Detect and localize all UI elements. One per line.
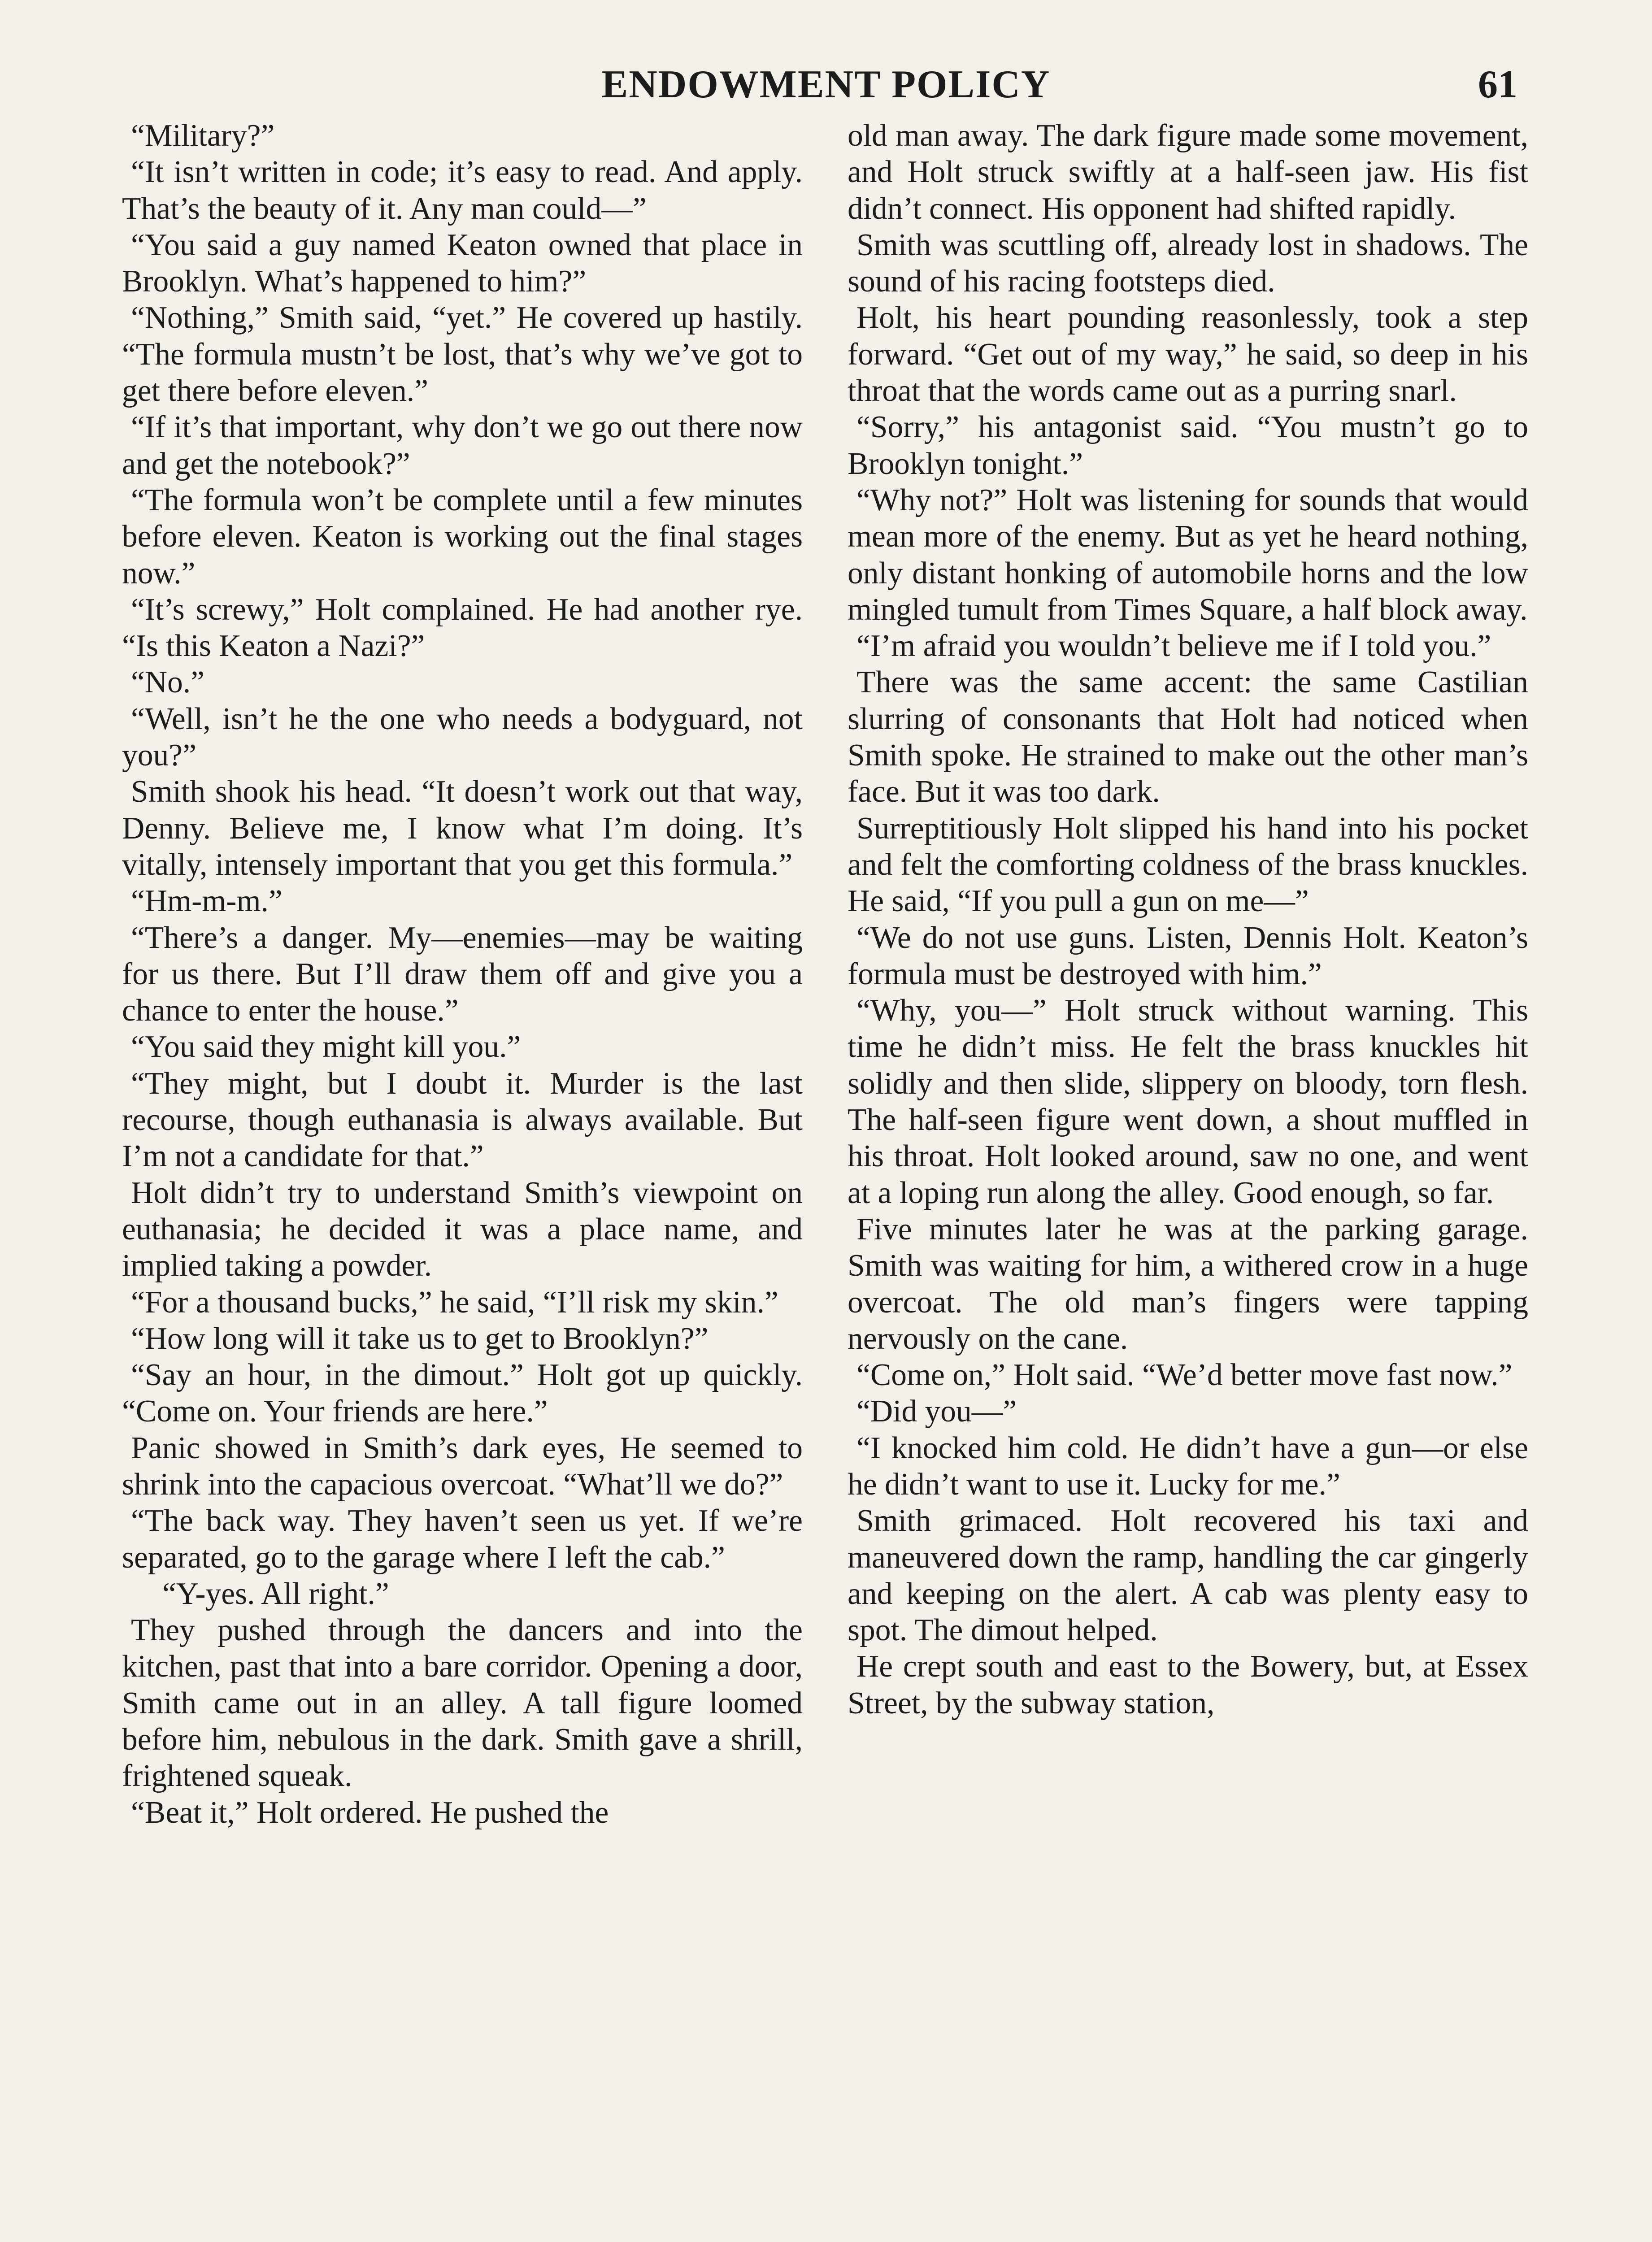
page-number: 61	[1478, 63, 1517, 106]
paragraph: “The formula won’t be complete until a few minutes before eleven. Keaton is working out the final stages now.”	[122, 482, 803, 591]
right-column	[848, 117, 1528, 2216]
paragraph: They pushed through the dancers and into the kitchen, past that into a bare corridor. Opening a door, Smith came out in an alley. A tall figure loomed before him, nebulous in the dark. Smith gave a shrill, frightened squeak.	[122, 1613, 803, 1794]
left-column	[122, 117, 803, 2216]
paragraph: “Why, you—” Holt struck without warning. This time he didn’t miss. He felt the brass knuckles hit solidly and then slide, slippery on bloody, torn flesh. The half-seen figure went down, a shout muffled in his throat. Holt looked around, saw no one, and went at a loping run along the alley. Good enough, so far.	[848, 993, 1528, 1210]
paragraph: Smith shook his head. “It doesn’t work out that way, Denny. Believe me, I know what I’m doing. It’s vitally, intensely important that you get this formula.”	[122, 774, 803, 882]
paragraph: “Come on,” Holt said. “We’d better move fast now.”	[856, 1358, 1513, 1393]
paragraph: Smith grimaced. Holt recovered his taxi and maneuvered down the ramp, handling the car gingerly and keeping on the alert. A cab was plenty easy to spot. The dimout helped.	[848, 1503, 1528, 1648]
paragraph: Surreptitiously Holt slipped his hand into his pocket and felt the comforting coldness of the brass knuckles. He said, “If you pull a gun on me—”	[848, 811, 1528, 919]
paragraph: “You said they might kill you.”	[131, 1030, 521, 1065]
paragraph: “No.”	[131, 665, 205, 700]
paragraph: “The back way. They haven’t seen us yet. If we’re separated, go to the garage where I left the cab.”	[122, 1503, 803, 1575]
paragraph: “It’s screwy,” Holt complained. He had another rye. “Is this Keaton a Nazi?”	[122, 592, 803, 664]
paragraph: “Hm-m-m.”	[131, 884, 283, 919]
paragraph: Smith was scuttling off, already lost in shadows. The sound of his racing footsteps died.	[848, 227, 1528, 299]
paragraph: “Nothing,” Smith said, “yet.” He covered up hastily. “The formula mustn’t be lost, that’s why we’ve got to get there before eleven.”	[122, 300, 803, 408]
paragraph: “I’m afraid you wouldn’t believe me if I told you.”	[856, 629, 1491, 664]
paragraph: “There’s a danger. My—enemies—may be waiting for us there. But I’ll draw them off and give you a chance to enter the house.”	[122, 920, 803, 1028]
paragraph: “We do not use guns. Listen, Dennis Holt. Keaton’s formula must be destroyed with him.”	[848, 920, 1528, 991]
paragraph: “Well, isn’t he the one who needs a bodyguard, not you?”	[122, 701, 803, 773]
paragraph: “Why not?” Holt was listening for sounds that would mean more of the enemy. But as yet he heard nothing, only distant honking of automobile horns and the low mingled tumult from Times Square, a half block away.	[848, 482, 1528, 627]
paragraph: Holt didn’t try to understand Smith’s viewpoint on euthanasia; he decided it was a place name, and implied taking a powder.	[122, 1175, 803, 1283]
paragraph: He crept south and east to the Bowery, but, at Essex Street, by the subway station,	[848, 1649, 1528, 1721]
paragraph: “You said a guy named Keaton owned that place in Brooklyn. What’s happened to him?”	[122, 227, 803, 299]
paragraph: Panic showed in Smith’s dark eyes, He seemed to shrink into the capacious overcoat. “What’ll we do?”	[122, 1430, 803, 1502]
paragraph: “Military?”	[131, 118, 275, 153]
paragraph: “I knocked him cold. He didn’t have a gun—or else he didn’t want to use it. Lucky for me.”	[848, 1430, 1528, 1502]
paragraph: old man away. The dark figure made some movement, and Holt struck swiftly at a half-seen jaw. His fist didn’t connect. His opponent had shifted rapidly.	[848, 118, 1528, 226]
paragraph: “How long will it take us to get to Brooklyn?”	[131, 1321, 709, 1356]
running-title: ENDOWMENT POLICY	[601, 63, 1051, 106]
paragraph: There was the same accent: the same Castilian slurring of consonants that Holt had noticed when Smith spoke. He strained to make out the other man’s face. But it was too dark.	[848, 665, 1528, 809]
paragraph: “For a thousand bucks,” he said, “I’ll risk my skin.”	[131, 1285, 778, 1320]
paragraph: Five minutes later he was at the parking garage. Smith was waiting for him, a withered crow in a huge overcoat. The old man’s fingers were tapping nervously on the cane.	[848, 1212, 1528, 1356]
paragraph: “If it’s that important, why don’t we go out there now and get the notebook?”	[122, 410, 803, 481]
paragraph: “Y-yes. All right.”	[162, 1576, 389, 1611]
paragraph: “It isn’t written in code; it’s easy to read. And apply. That’s the beauty of it. Any man could—”	[122, 155, 803, 226]
paragraph: “Beat it,” Holt ordered. He pushed the	[131, 1795, 609, 1830]
paragraph: “Sorry,” his antagonist said. “You mustn’t go to Brooklyn tonight.”	[848, 410, 1528, 481]
paragraph: “They might, but I doubt it. Murder is the last recourse, though euthanasia is always available. But I’m not a candidate for that.”	[122, 1066, 803, 1174]
paragraph: “Say an hour, in the dimout.” Holt got up quickly. “Come on. Your friends are here.”	[122, 1358, 803, 1429]
paragraph: “Did you—”	[856, 1394, 1017, 1429]
page-header	[0, 62, 1652, 116]
paragraph: Holt, his heart pounding reasonlessly, took a step forward. “Get out of my way,” he said, so deep in his throat that the words came out as a purring snarl.	[848, 300, 1528, 408]
